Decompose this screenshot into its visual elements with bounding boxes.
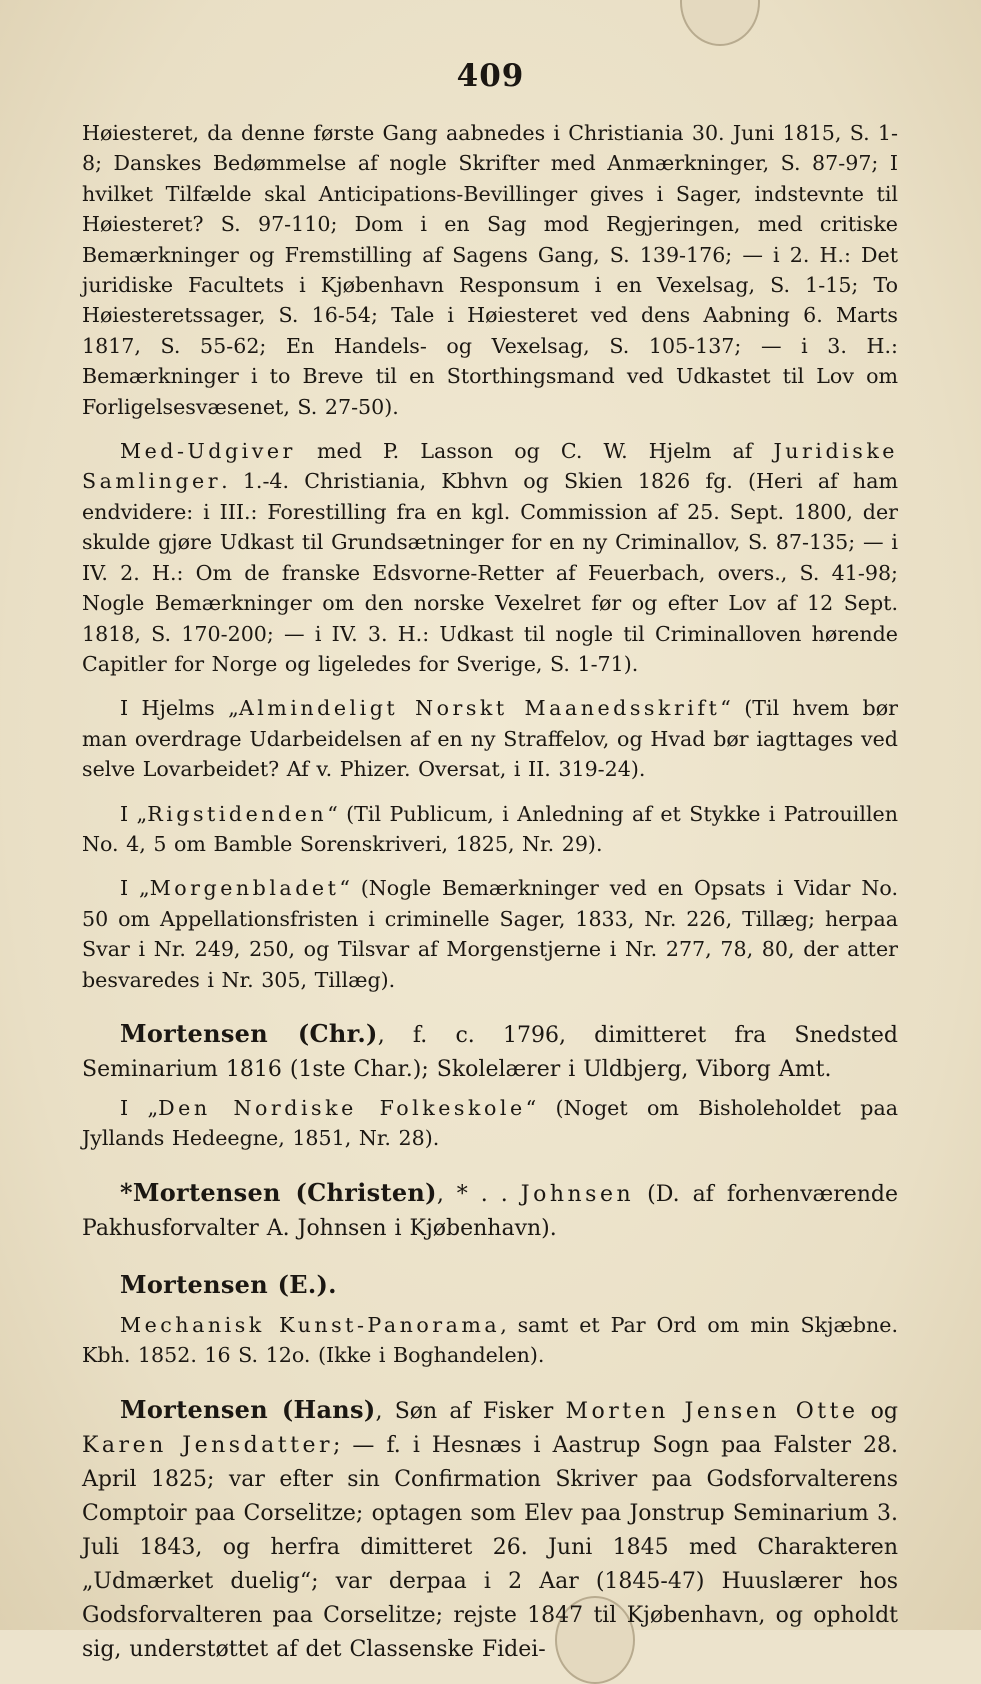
page-number: 409 [456,58,525,94]
name-karen-jensdatter: Karen Jensdatter [82,1432,333,1458]
title-rigstidenden: Rigstidenden [147,801,328,826]
title-kunst-panorama: Mechanisk Kunst-Panorama [120,1312,501,1337]
paragraph-kunst-panorama [82,1310,898,1371]
paragraph-folkeskole [82,1093,898,1154]
title-folkeskole: Den Nordiske Folkeskole [158,1095,526,1120]
title-maanedsskrift: Almindeligt Norskt Maanedsskrift [238,696,721,721]
text-fragment: “ (Noget om Bisholeholdet paa Jyllands Hedeegne, 1851, Nr. 28). [82,1095,898,1151]
entry-mortensen-chr [82,1017,898,1087]
text-fragment: I Hjelms „ [120,696,239,721]
entry-heading: Mortensen (Chr.) [120,1018,378,1048]
text-fragment: “ (Til hvem bør man overdrage Udarbeidelsen af en ny Straffelov, og Hvad bør iagttages ved selve Lovarbeidet? Af v. Phizer. Oversat, i II. 319-24). [82,696,898,782]
text-fragment: , * . . [436,1181,521,1207]
name-morten-jensen-otte: Morten Jensen Otte [565,1398,859,1424]
title-juridiske-samlinger: Juridiske Samlinger [82,439,898,494]
paragraph-juridiske-samlinger [82,436,898,679]
text-fragment: med P. Lasson og C. W. Hjelm af [295,439,774,464]
text-fragment: I „ [120,1095,159,1120]
entry-heading: *Mortensen (Christen) [120,1177,437,1207]
paragraph-maanedsskrift [82,693,898,784]
text-fragment: , samt et Par Ord om min Skjæbne. Kbh. 1852. 16 S. 12o. (Ikke i Boghandelen). [82,1312,898,1368]
binding-hole-top [680,0,760,46]
text-fragment: “ (Til Publicum, i Anledning af et Stykke i Patrouillen No. 4, 5 om Bamble Sorenskriveri, 1825, Nr. 29). [82,801,898,856]
paragraph-hoiesteret: Høiesteret, da denne første Gang aabnedes i Christiania 30. Juni 1815, S. 1-8; Danskes Bedømmelse af nogle Skrifter med Anmærkninger, S. 87-97; I hvilket Tilfælde skal Anticipations-Bevillinger gives i Sager, indstevnte til Høiesteret? S. 97-110; Dom i en Sag mod Regjeringen, med critiske Bemærkninger og Fremstilling af Sagens Gang, S. 139-176; — i 2. H.: Det juridiske Facultets i Kjøbenhavn Responsum i en Vexelsag, S. 1-15; To Høiesteretssager, S. 16-54; Tale i Høiesteret ved dens Aabning 6. Marts 1817, S. 55-62; En Handels- og Vexelsag, S. 105-137; — i 3. H.: Bemærkninger i to Breve til en Storthingsmand ved Udkastet til Lov om Forligelsesvæsenet, S. 27-50). [82,121,898,419]
text-fragment: , Søn af Fisker [375,1398,566,1424]
text-fragment: og [858,1398,898,1424]
entry-mortensen-christen [82,1176,898,1246]
text-fragment: I „ [120,801,148,826]
entry-mortensen-hans [82,1393,898,1667]
text-fragment: , f. c. 1796, dimitteret fra Snedsted Seminarium 1816 (1ste Char.); Skolelærer i Uldbjerg, Viborg Amt. [82,1022,899,1082]
entry-mortensen-e [82,1268,898,1304]
text-fragment: (D. af forhenværende Pakhusforvalter A. Johnsen i Kjøbenhavn). [82,1181,898,1241]
entry-heading: Mortensen (Hans) [120,1394,376,1424]
text-fragment: “ (Nogle Bemærkninger ved en Opsats i Vidar No. 50 om Appellationsfristen i criminelle Sager, 1833, Nr. 226, Tillæg; herpaa Svar i Nr. 249, 250, og Tilsvar af Morgenstjerne i Nr. 277, 78, 80, der atter besvaredes i Nr. 305, Tillæg). [82,876,898,992]
term-med-udgiver: Med-Udgiver [120,439,296,464]
paragraph-morgenbladet [82,873,898,995]
text-fragment: I „ [120,876,150,901]
name-johnsen: Johnsen [520,1181,635,1207]
page-content [82,118,898,1667]
paragraph-rigstidenden [82,799,898,860]
text-fragment: ; — f. i Hesnæs i Aastrup Sogn paa Falster 28. April 1825; var efter sin Confirmation Skriver paa Godsforvalterens Comptoir paa Corselitze; optagen som Elev paa Jonstrup Seminarium 3. Juli 1843, og herfra dimitteret 26. Juni 1845 med Charakteren „Udmærket duelig“; var derpaa i 2 Aar (1845-47) Huuslærer hos Godsforvalteren paa Corselitze; rejste 1847 til Kjøbenhavn, og opholdt sig, understøttet af det Classenske Fidei- [82,1432,899,1662]
title-morgenbladet: Morgenbladet [149,876,340,901]
text-fragment: . 1.-4. Christiania, Kbhvn og Skien 1826 fg. (Heri af ham endvidere: i III.: Forestilling fra en kgl. Commission af 25. Sept. 1800, der skulde gjøre Udkast til Grundsætninger for en ny Criminallov, S. 87-135; — i IV. 2. H.: Om de franske Edsvorne-Retter af Feuerbach, overs., S. 41-98; Nogle Bemærkninger om den norske Vexelret før og efter Lov af 12 Sept. 1818, S. 170-200; — i IV. 3. H.: Udkast til nogle til Criminalloven hørende Capitler for Norge og ligeledes for Sverige, S. 1-71). [82,469,898,676]
entry-heading: Mortensen (E.). [120,1269,337,1299]
